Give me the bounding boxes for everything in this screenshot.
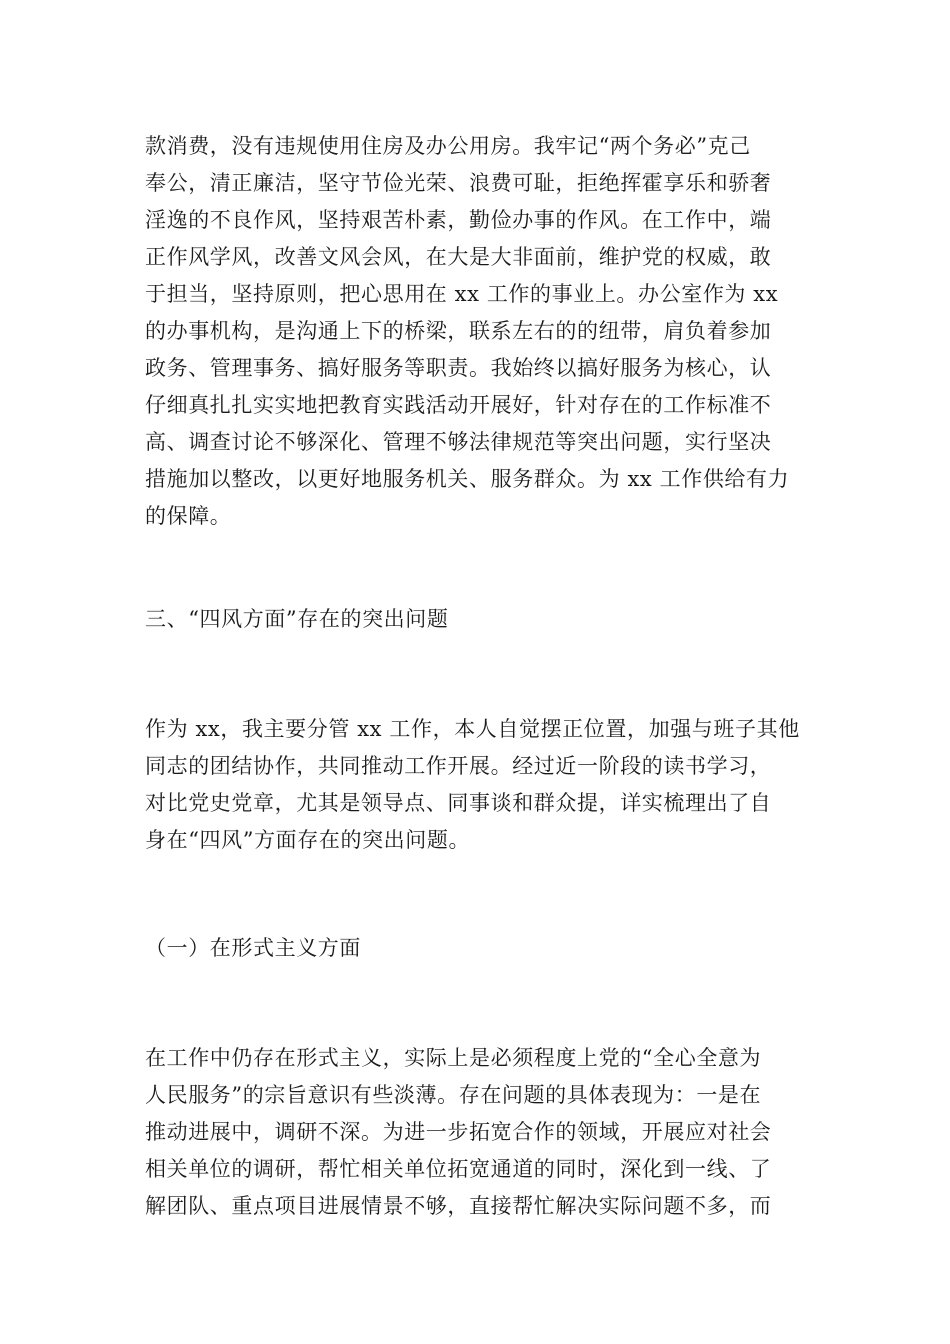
text-line: 在工作中仍存在形式主义，实际上是必须程度上党的“全心全意为 xyxy=(145,1046,762,1070)
text-line: 仔细真扎扎实实地把教育实践活动开展好，针对存在的工作标准不 xyxy=(145,393,772,417)
text-line: 作为 xx，我主要分管 xx 工作，本人自觉摆正位置，加强与班子其他 xyxy=(145,717,800,741)
text-line: 淫逸的不良作风，坚持艰苦朴素，勤俭办事的作风。在工作中，端 xyxy=(145,208,772,232)
text-line: 相关单位的调研，帮忙相关单位拓宽通道的同时，深化到一线、了 xyxy=(145,1157,772,1181)
text-line: 推动进展中，调研不深。为进一步拓宽合作的领域，开展应对社会 xyxy=(145,1120,772,1144)
text-line: 高、调查讨论不够深化、管理不够法律规范等突出问题，实行坚决 xyxy=(145,430,772,454)
text-line: 的保障。 xyxy=(145,504,232,528)
text-line: 人民服务”的宗旨意识有些淡薄。存在问题的具体表现为：一是在 xyxy=(145,1083,762,1107)
text-line: 于担当，坚持原则，把心思用在 xx 工作的事业上。办公室作为 xx xyxy=(145,282,779,306)
text-line: 奉公，清正廉洁，坚守节俭光荣、浪费可耻，拒绝挥霍享乐和骄奢 xyxy=(145,171,772,195)
text-line: 对比党史党章，尤其是领导点、同事谈和群众提，详实梳理出了自 xyxy=(145,791,772,815)
text-line: 政务、管理事务、搞好服务等职责。我始终以搞好服务为核心，认 xyxy=(145,356,772,380)
text-line: 款消费，没有违规使用住房及办公用房。我牢记“两个务必”克己 xyxy=(145,134,751,158)
text-line: 正作风学风，改善文风会风，在大是大非面前，维护党的权威，敢 xyxy=(145,245,772,269)
text-line: 措施加以整改，以更好地服务机关、服务群众。为 xx 工作供给有力 xyxy=(145,467,790,491)
text-line: 的办事机构，是沟通上下的桥梁，联系左右的的纽带，肩负着参加 xyxy=(145,319,772,343)
text-line: 同志的团结协作，共同推动工作开展。经过近一阶段的读书学习， xyxy=(145,754,772,778)
subsection-heading: （一）在形式主义方面 xyxy=(145,936,361,960)
section-heading: 三、“四风方面”存在的突出问题 xyxy=(145,607,449,631)
text-line: 解团队、重点项目进展情景不够，直接帮忙解决实际问题不多，而 xyxy=(145,1194,772,1218)
text-line: 身在“四风”方面存在的突出问题。 xyxy=(145,828,471,852)
